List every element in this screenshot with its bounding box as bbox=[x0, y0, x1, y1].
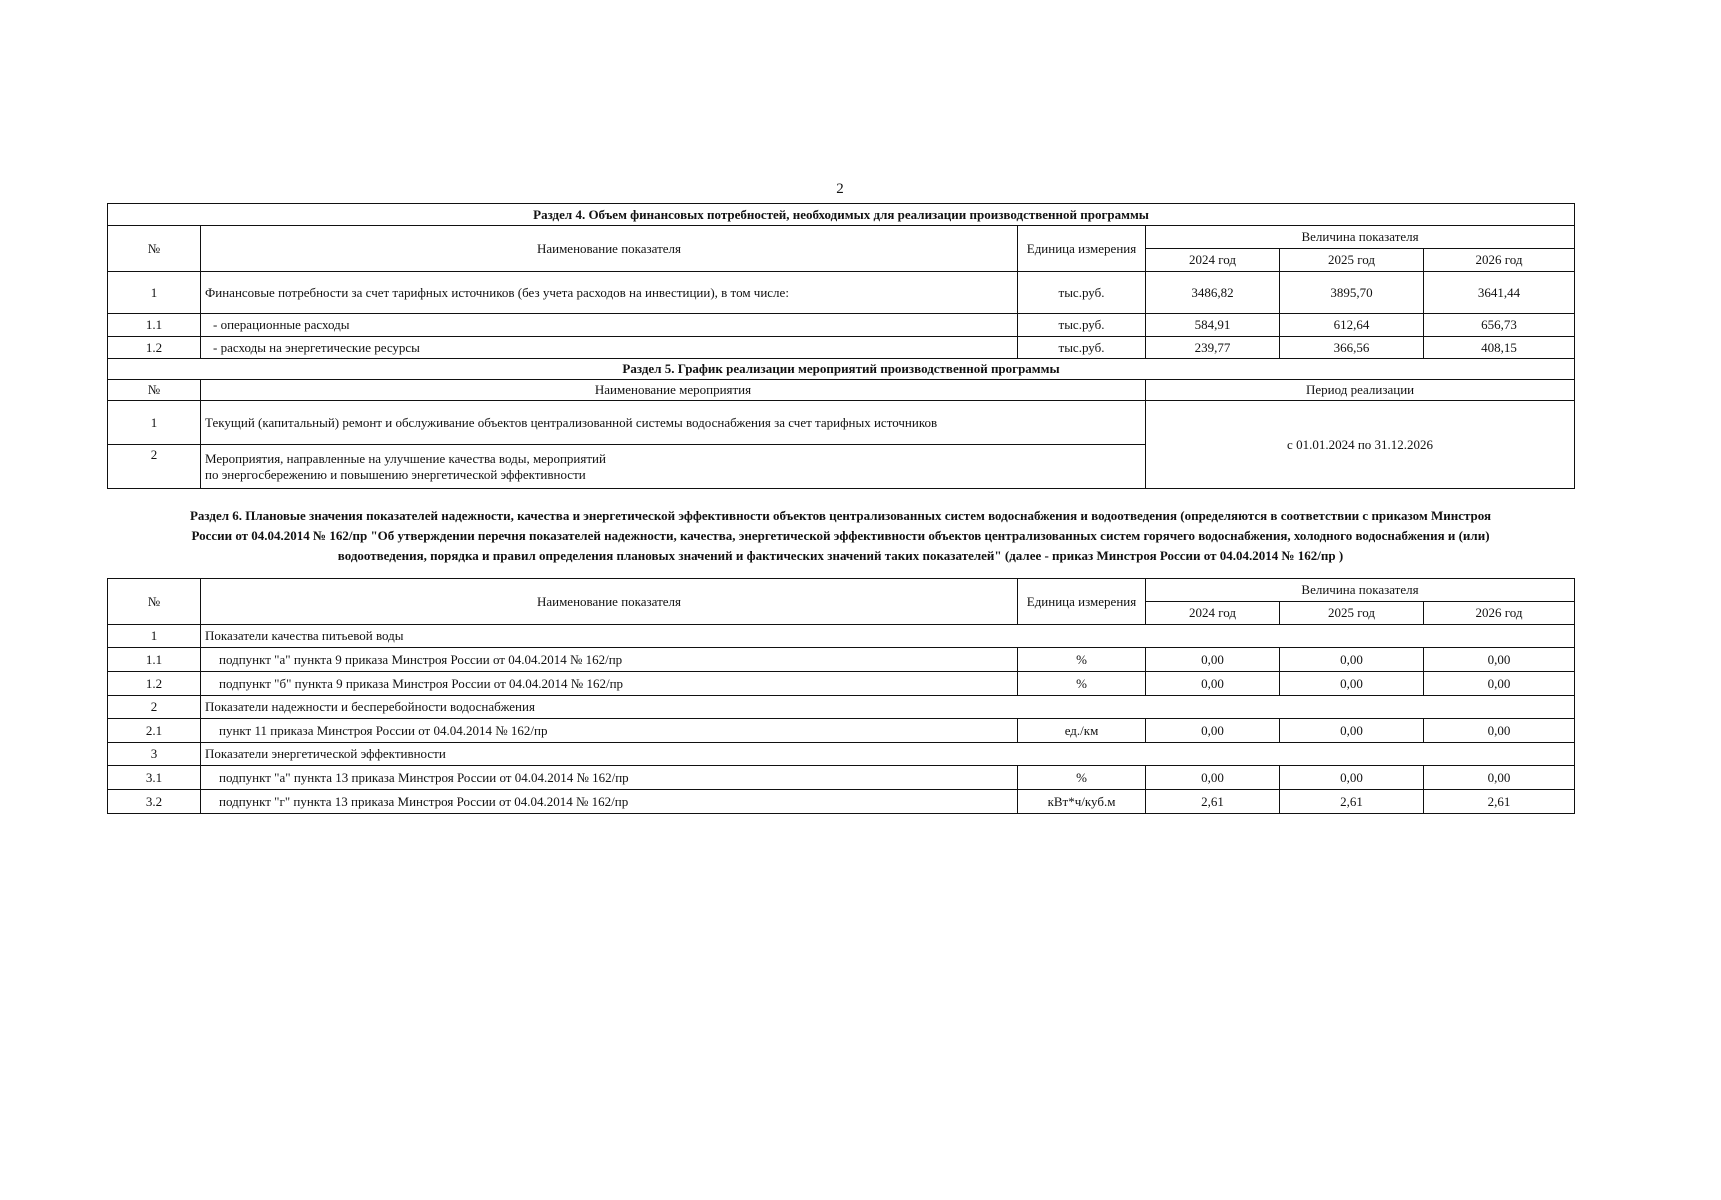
group-name: Показатели качества питьевой воды bbox=[201, 625, 1575, 648]
table-row bbox=[108, 648, 1575, 672]
row-name: подпункт "б" пункта 9 приказа Минстроя России от 04.04.2014 № 162/пр bbox=[201, 672, 1018, 696]
row-name: пункт 11 приказа Минстроя России от 04.04.2014 № 162/пр bbox=[201, 719, 1018, 743]
header-name: Наименование показателя bbox=[201, 579, 1018, 625]
group-row bbox=[108, 696, 1575, 719]
row-num: 1.1 bbox=[108, 314, 201, 337]
row-num: 1 bbox=[108, 272, 201, 314]
section4-title: Раздел 4. Объем финансовых потребностей, необходимых для реализации производственной программы bbox=[108, 204, 1575, 226]
row-num: 2 bbox=[108, 445, 201, 489]
row-value: 0,00 bbox=[1424, 719, 1575, 743]
row-num: 3.1 bbox=[108, 766, 201, 790]
row-value: 0,00 bbox=[1280, 648, 1424, 672]
header-value: Величина показателя bbox=[1146, 579, 1575, 602]
row-name: - расходы на энергетические ресурсы bbox=[201, 337, 1018, 359]
row-value: 584,91 bbox=[1146, 314, 1280, 337]
table-row bbox=[108, 719, 1575, 743]
group-num: 3 bbox=[108, 743, 201, 766]
table-row bbox=[108, 337, 1575, 359]
table-row bbox=[108, 314, 1575, 337]
row-value: 0,00 bbox=[1424, 766, 1575, 790]
row-unit: % bbox=[1018, 648, 1146, 672]
row-value: 0,00 bbox=[1146, 648, 1280, 672]
row-num: 1.1 bbox=[108, 648, 201, 672]
row-num: 2.1 bbox=[108, 719, 201, 743]
row-unit: % bbox=[1018, 766, 1146, 790]
header-year: 2025 год bbox=[1280, 249, 1424, 272]
row-value: 0,00 bbox=[1146, 719, 1280, 743]
header-num: № bbox=[108, 380, 201, 401]
section6-title bbox=[107, 506, 1574, 566]
header-unit: Единица измерения bbox=[1018, 226, 1146, 272]
group-num: 2 bbox=[108, 696, 201, 719]
row-value: 0,00 bbox=[1146, 672, 1280, 696]
row-name: Финансовые потребности за счет тарифных источников (без учета расходов на инвестиции), в том числе: bbox=[201, 272, 1018, 314]
header-year: 2026 год bbox=[1424, 602, 1575, 625]
group-name: Показатели надежности и бесперебойности водоснабжения bbox=[201, 696, 1575, 719]
row-num: 1.2 bbox=[108, 337, 201, 359]
row-value: 2,61 bbox=[1146, 790, 1280, 814]
sections-4-5-table bbox=[107, 203, 1575, 489]
section6-table bbox=[107, 578, 1575, 814]
row-unit: ед./км bbox=[1018, 719, 1146, 743]
group-num: 1 bbox=[108, 625, 201, 648]
row-value: 366,56 bbox=[1280, 337, 1424, 359]
row-unit: тыс.руб. bbox=[1018, 314, 1146, 337]
row-value: 0,00 bbox=[1146, 766, 1280, 790]
row-name: подпункт "а" пункта 9 приказа Минстроя России от 04.04.2014 № 162/пр bbox=[201, 648, 1018, 672]
row-value: 2,61 bbox=[1280, 790, 1424, 814]
header-value: Величина показателя bbox=[1146, 226, 1575, 249]
header-num: № bbox=[108, 226, 201, 272]
row-unit: тыс.руб. bbox=[1018, 337, 1146, 359]
row-unit: кВт*ч/куб.м bbox=[1018, 790, 1146, 814]
table-row bbox=[108, 272, 1575, 314]
table-row bbox=[108, 790, 1575, 814]
row-unit: % bbox=[1018, 672, 1146, 696]
group-row bbox=[108, 743, 1575, 766]
page-number: 2 bbox=[836, 181, 844, 197]
table-row bbox=[108, 672, 1575, 696]
row-name: Текущий (капитальный) ремонт и обслуживание объектов централизованной системы водоснабжения за счет тарифных источников bbox=[201, 401, 1146, 445]
header-event-name: Наименование мероприятия bbox=[201, 380, 1146, 401]
row-value: 239,77 bbox=[1146, 337, 1280, 359]
row-name bbox=[201, 445, 1146, 489]
group-row bbox=[108, 625, 1575, 648]
header-num: № bbox=[108, 579, 201, 625]
header-year: 2024 год bbox=[1146, 602, 1280, 625]
section6-title-line: водоотведения, порядка и правил определения плановых значений и фактических значений таких показателей" (далее - приказ Минстроя России от 04.04.2014 № 162/пр ) bbox=[337, 548, 1344, 563]
header-year: 2025 год bbox=[1280, 602, 1424, 625]
row-value: 0,00 bbox=[1424, 648, 1575, 672]
period-cell: с 01.01.2024 по 31.12.2026 bbox=[1146, 401, 1575, 489]
header-year: 2026 год bbox=[1424, 249, 1575, 272]
row-value: 612,64 bbox=[1280, 314, 1424, 337]
group-name: Показатели энергетической эффективности bbox=[201, 743, 1575, 766]
row-num: 1.2 bbox=[108, 672, 201, 696]
table-row bbox=[108, 401, 1575, 445]
row-name: подпункт "а" пункта 13 приказа Минстроя России от 04.04.2014 № 162/пр bbox=[201, 766, 1018, 790]
row-name: подпункт "г" пункта 13 приказа Минстроя России от 04.04.2014 № 162/пр bbox=[201, 790, 1018, 814]
header-period: Период реализации bbox=[1146, 380, 1575, 401]
row-name: - операционные расходы bbox=[201, 314, 1018, 337]
row-value: 2,61 bbox=[1424, 790, 1575, 814]
row-unit: тыс.руб. bbox=[1018, 272, 1146, 314]
row-num: 1 bbox=[108, 401, 201, 445]
row-value: 3641,44 bbox=[1424, 272, 1575, 314]
row-value: 0,00 bbox=[1280, 719, 1424, 743]
row-value: 3895,70 bbox=[1280, 272, 1424, 314]
row-value: 0,00 bbox=[1280, 672, 1424, 696]
row-value: 0,00 bbox=[1280, 766, 1424, 790]
row-value: 0,00 bbox=[1424, 672, 1575, 696]
section5-title: Раздел 5. График реализации мероприятий производственной программы bbox=[108, 359, 1575, 380]
section6-title-line: Раздел 6. Плановые значения показателей надежности, качества и энергетической эффективности объектов централизованных систем водоснабжения и водоотведения (определяются в соответствии с приказом Минстроя bbox=[189, 508, 1492, 523]
row-value: 3486,82 bbox=[1146, 272, 1280, 314]
row-value: 656,73 bbox=[1424, 314, 1575, 337]
row-name-line: Мероприятия, направленные на улучшение качества воды, мероприятий bbox=[205, 450, 606, 466]
row-num: 3.2 bbox=[108, 790, 201, 814]
section6-title-line: России от 04.04.2014 № 162/пр "Об утверждении перечня показателей надежности, качества, энергетической эффективности объектов централизованных систем горячего водоснабжения, холодного водоснабжения и (или) bbox=[191, 528, 1490, 543]
header-unit: Единица измерения bbox=[1018, 579, 1146, 625]
header-year: 2024 год bbox=[1146, 249, 1280, 272]
row-name-line: по энергосбережению и повышению энергетической эффективности bbox=[205, 466, 586, 482]
row-value: 408,15 bbox=[1424, 337, 1575, 359]
table-row bbox=[108, 766, 1575, 790]
header-name: Наименование показателя bbox=[201, 226, 1018, 272]
